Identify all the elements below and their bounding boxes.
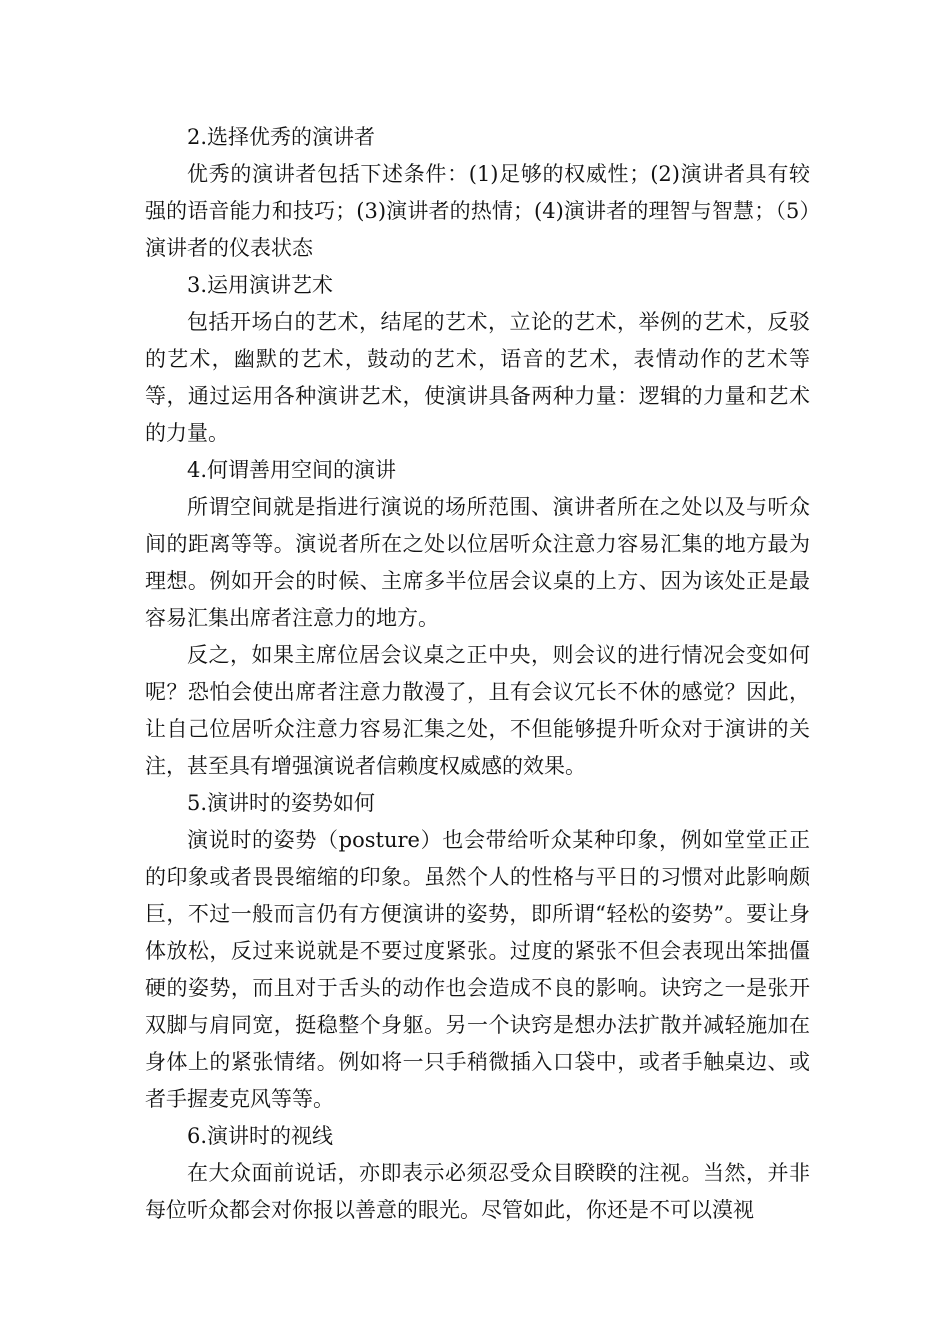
- paragraph-eye-contact: 在大众面前说话，亦即表示必须忍受众目睽睽的注视。当然，并非每位听众都会对你报以善意的眼光。尽管如此，你还是不可以漠视: [145, 1161, 810, 1222]
- paragraph-speaker-conditions: 优秀的演讲者包括下述条件：(1)足够的权威性；(2)演讲者具有较强的语音能力和技巧；(3)演讲者的热情；(4)演讲者的理智与智慧；（5）演讲者的仪表状态: [145, 162, 810, 260]
- section-heading-5: 5.演讲时的姿势如何: [187, 791, 376, 815]
- paragraph-space-definition: 所谓空间就是指进行演说的场所范围、演讲者所在之处以及与听众间的距离等等。演说者所在之处以位居听众注意力容易汇集的地方最为理想。例如开会的时候、主席多半位居会议桌的上方、因为该处正是最容易汇集出席者注意力的地方。: [145, 495, 810, 630]
- section-heading-3: 3.运用演讲艺术: [187, 273, 334, 297]
- section-heading-4: 4.何谓善用空间的演讲: [187, 458, 397, 482]
- section-heading-2: 2.选择优秀的演讲者: [187, 125, 376, 149]
- paragraph-posture: 演说时的姿势（posture）也会带给听众某种印象，例如堂堂正正的印象或者畏畏缩缩的印象。虽然个人的性格与平日的习惯对此影响颇巨，不过一般而言仍有方便演讲的姿势，即所谓“轻松的姿势”。要让身体放松，反过来说就是不要过度紧张。过度的紧张不但会表现出笨拙僵硬的姿势，而且对于舌头的动作也会造成不良的影响。诀窍之一是张开双脚与肩同宽，挺稳整个身躯。另一个诀窍是想办法扩散并减轻施加在身体上的紧张情绪。例如将一只手稍微插入口袋中，或者手触桌边、或者手握麦克风等等。: [145, 828, 810, 1111]
- section-heading-6: 6.演讲时的视线: [187, 1124, 334, 1148]
- document-body: [145, 119, 810, 1229]
- paragraph-space-contrast: 反之，如果主席位居会议桌之正中央，则会议的进行情况会变如何呢？恐怕会使出席者注意力散漫了，且有会议冗长不休的感觉？因此，让自己位居听众注意力容易汇集之处，不但能够提升听众对于演讲的关注，甚至具有增强演说者信赖度权威感的效果。: [145, 643, 810, 778]
- paragraph-speech-arts: 包括开场白的艺术，结尾的艺术，立论的艺术，举例的艺术，反驳的艺术，幽默的艺术，鼓动的艺术，语音的艺术，表情动作的艺术等等，通过运用各种演讲艺术，使演讲具备两种力量：逻辑的力量和艺术的力量。: [145, 310, 810, 445]
